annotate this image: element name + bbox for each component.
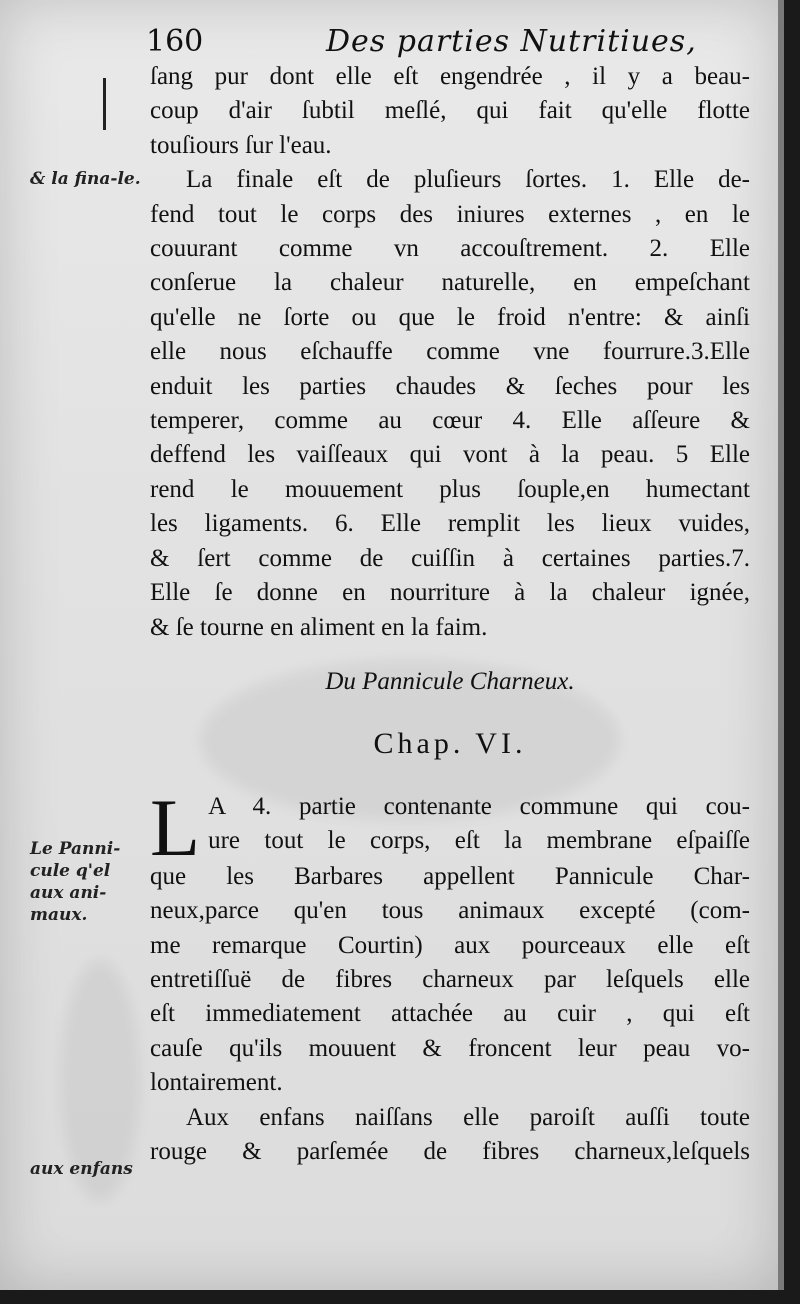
text-line: rouge & parſemée de fibres charneux,leſquels [150,1137,750,1165]
text-line: A 4. partie contenante commune qui cou- [208,792,750,820]
paragraph-2 [150,163,750,645]
text-line: les ligaments. 6. Elle remplit les lieux vuides, [150,510,750,538]
text-line: touſiours ſur l'eau. [150,131,332,159]
running-title: Des parties Nutritiues, [326,24,697,59]
margin-note-pannicule: Le Panni-cule q'el aux ani-maux. [30,839,121,925]
text-line: me remarque Courtin) aux pourceaux elle eſt [150,931,750,959]
text-line: conſerue la chaleur naturelle, en empeſchant [150,269,750,297]
text-line: deffend les vaiſſeaux qui vont à la peau. 5 Elle [150,441,750,469]
text-line: Elle ſe donne en nourriture à la chaleur ignée, [150,579,750,607]
text-line: couurant comme vn accouſtrement. 2. Elle [150,235,750,263]
text-line: temperer, comme au cœur 4. Elle aſſeure & [150,407,750,435]
text-line: Aux enfans naiſſans elle paroiſt auſſi toute [186,1103,750,1131]
text-line: & ſert comme de cuiſſin à certaines parties.7. [150,544,750,572]
paragraph-3 [150,781,750,1101]
text-line: entretiſſuë de fibres charneux par leſquels elle [150,965,750,993]
paragraph-4 [150,1101,750,1170]
text-line: eſt immediatement attachée au cuir , qui eſt [150,1000,750,1028]
text-line: La finale eſt de pluſieurs ſortes. 1. Elle de- [186,166,750,194]
margin-note-finale: & la fina-le. [30,169,141,189]
text-line: qu'elle ne ſorte ou que le froid n'entre: & ainſi [150,303,750,331]
section-subtitle: Du Pannicule Charneux. [325,667,575,695]
margin-rule [103,78,106,130]
text-line: cauſe qu'ils mouuent & froncent leur peau vo- [150,1034,750,1062]
page-number: 160 [146,24,204,59]
text-line: ure tout le corps, eſt la membrane eſpaiſſe [208,827,750,855]
text-line: elle nous eſchauffe comme vne fourrure.3.Elle [150,338,750,366]
text-line: fend tout le corps des iniures externes , en le [150,200,750,228]
running-header [146,18,766,64]
text-line: lontairement. [150,1069,283,1097]
text-line: enduit les parties chaudes & ſeches pour les [150,372,750,400]
text-line: coup d'air ſubtil meſlé, qui fait qu'elle flotte [150,97,750,125]
text-line: & ſe tourne en aliment en la faim. [150,613,488,641]
drop-cap: L [150,781,201,873]
paragraph-1 [150,60,750,163]
text-line: ſang pur dont elle eſt engendrée , il y a beau- [150,63,750,90]
margin-note-enfans: aux enfans [30,1159,133,1179]
text-line: rend le mouuement plus ſouple,en humectant [150,475,750,503]
chapter-heading: Chap. VI. [373,727,527,761]
text-line: neux,parce qu'en tous animaux excepté (com- [150,897,750,925]
text-body [150,60,750,1169]
text-line: que les Barbares appellent Pannicule Char- [150,862,750,890]
